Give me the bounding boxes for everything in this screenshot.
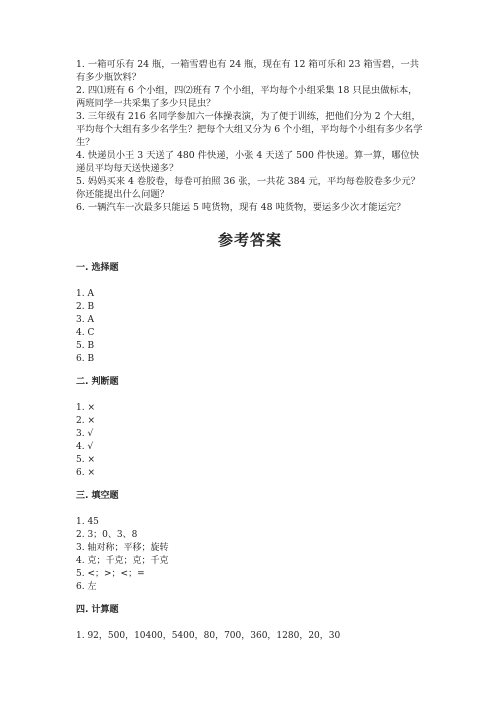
answer-item: 6. B (76, 354, 95, 364)
problem-5: 5. 妈妈买来 4 卷胶卷，每卷可拍照 36 张，一共花 384 元，平均每卷胶卷多少元？你还能提出什么问题？ (76, 176, 420, 200)
answer-item: 3. A (76, 315, 94, 325)
answer-item: 4. √ (76, 442, 94, 452)
section-heading: 一. 选择题 (76, 263, 119, 273)
answer-item: 1. × (76, 403, 95, 413)
section-judgement (76, 376, 426, 480)
answer-list (76, 288, 426, 366)
problem-3: 3. 三年级有 216 名同学参加六一体操表演，为了便于训练，把他们分为 2 个大组，平均每个大组有多少名学生？把每个大组又分为 6 个小组，平均每个小组有多少名学生？ (76, 111, 423, 148)
answer-item: 1. A (76, 289, 94, 299)
answer-item: 3. 轴对称；平移；旋转 (76, 543, 169, 553)
section-choice (76, 262, 426, 366)
problem-4: 4. 快递员小王 3 天送了 480 件快递，小张 4 天送了 500 件快递。算一算，哪位快递员平均每天送快递多？ (76, 150, 420, 174)
problem-2: 2. 四⑴班有 6 个小组，四⑵班有 7 个小组，平均每个小组采集 18 只昆虫做标本，两班同学一共采集了多少只昆虫？ (76, 85, 418, 109)
problem-1: 1. 一箱可乐有 24 瓶，一箱雪碧也有 24 瓶，现在有 12 箱可乐和 23 箱雪碧，一共有多少瓶饮料？ (76, 59, 420, 83)
section-heading: 三. 填空题 (76, 491, 119, 501)
answer-item: 4. C (76, 328, 95, 338)
answer-item: 2. B (76, 302, 95, 312)
answer-item: 1. 92，500，10400，5400，80，700，360，1280，20，30 (76, 631, 341, 641)
answer-list (76, 516, 426, 594)
answer-item: 5. <；>；<；= (76, 569, 145, 579)
answer-item: 4. 克；千克；克；千克 (76, 556, 169, 566)
answer-item: 5. B (76, 341, 95, 351)
section-heading: 二. 判断题 (76, 377, 119, 387)
section-heading: 四. 计算题 (76, 605, 119, 615)
answer-list (76, 630, 426, 643)
answer-item: 1. 45 (76, 517, 99, 527)
answer-item: 5. × (76, 455, 95, 465)
answer-title: 参考答案 (217, 231, 282, 249)
section-fill-blank (76, 490, 426, 594)
answer-item: 2. 3；0、3、8 (76, 530, 138, 540)
answer-item: 2. × (76, 416, 95, 426)
answer-list (76, 402, 426, 480)
section-calculation (76, 604, 426, 643)
word-problems (76, 58, 426, 214)
problem-6: 6. 一辆汽车一次最多只能运 5 吨货物，现有 48 吨货物，要运多少次才能运完？ (76, 202, 406, 213)
answer-item: 6. 左 (76, 582, 97, 592)
answer-item: 3. √ (76, 429, 94, 439)
answer-item: 6. × (76, 468, 95, 478)
